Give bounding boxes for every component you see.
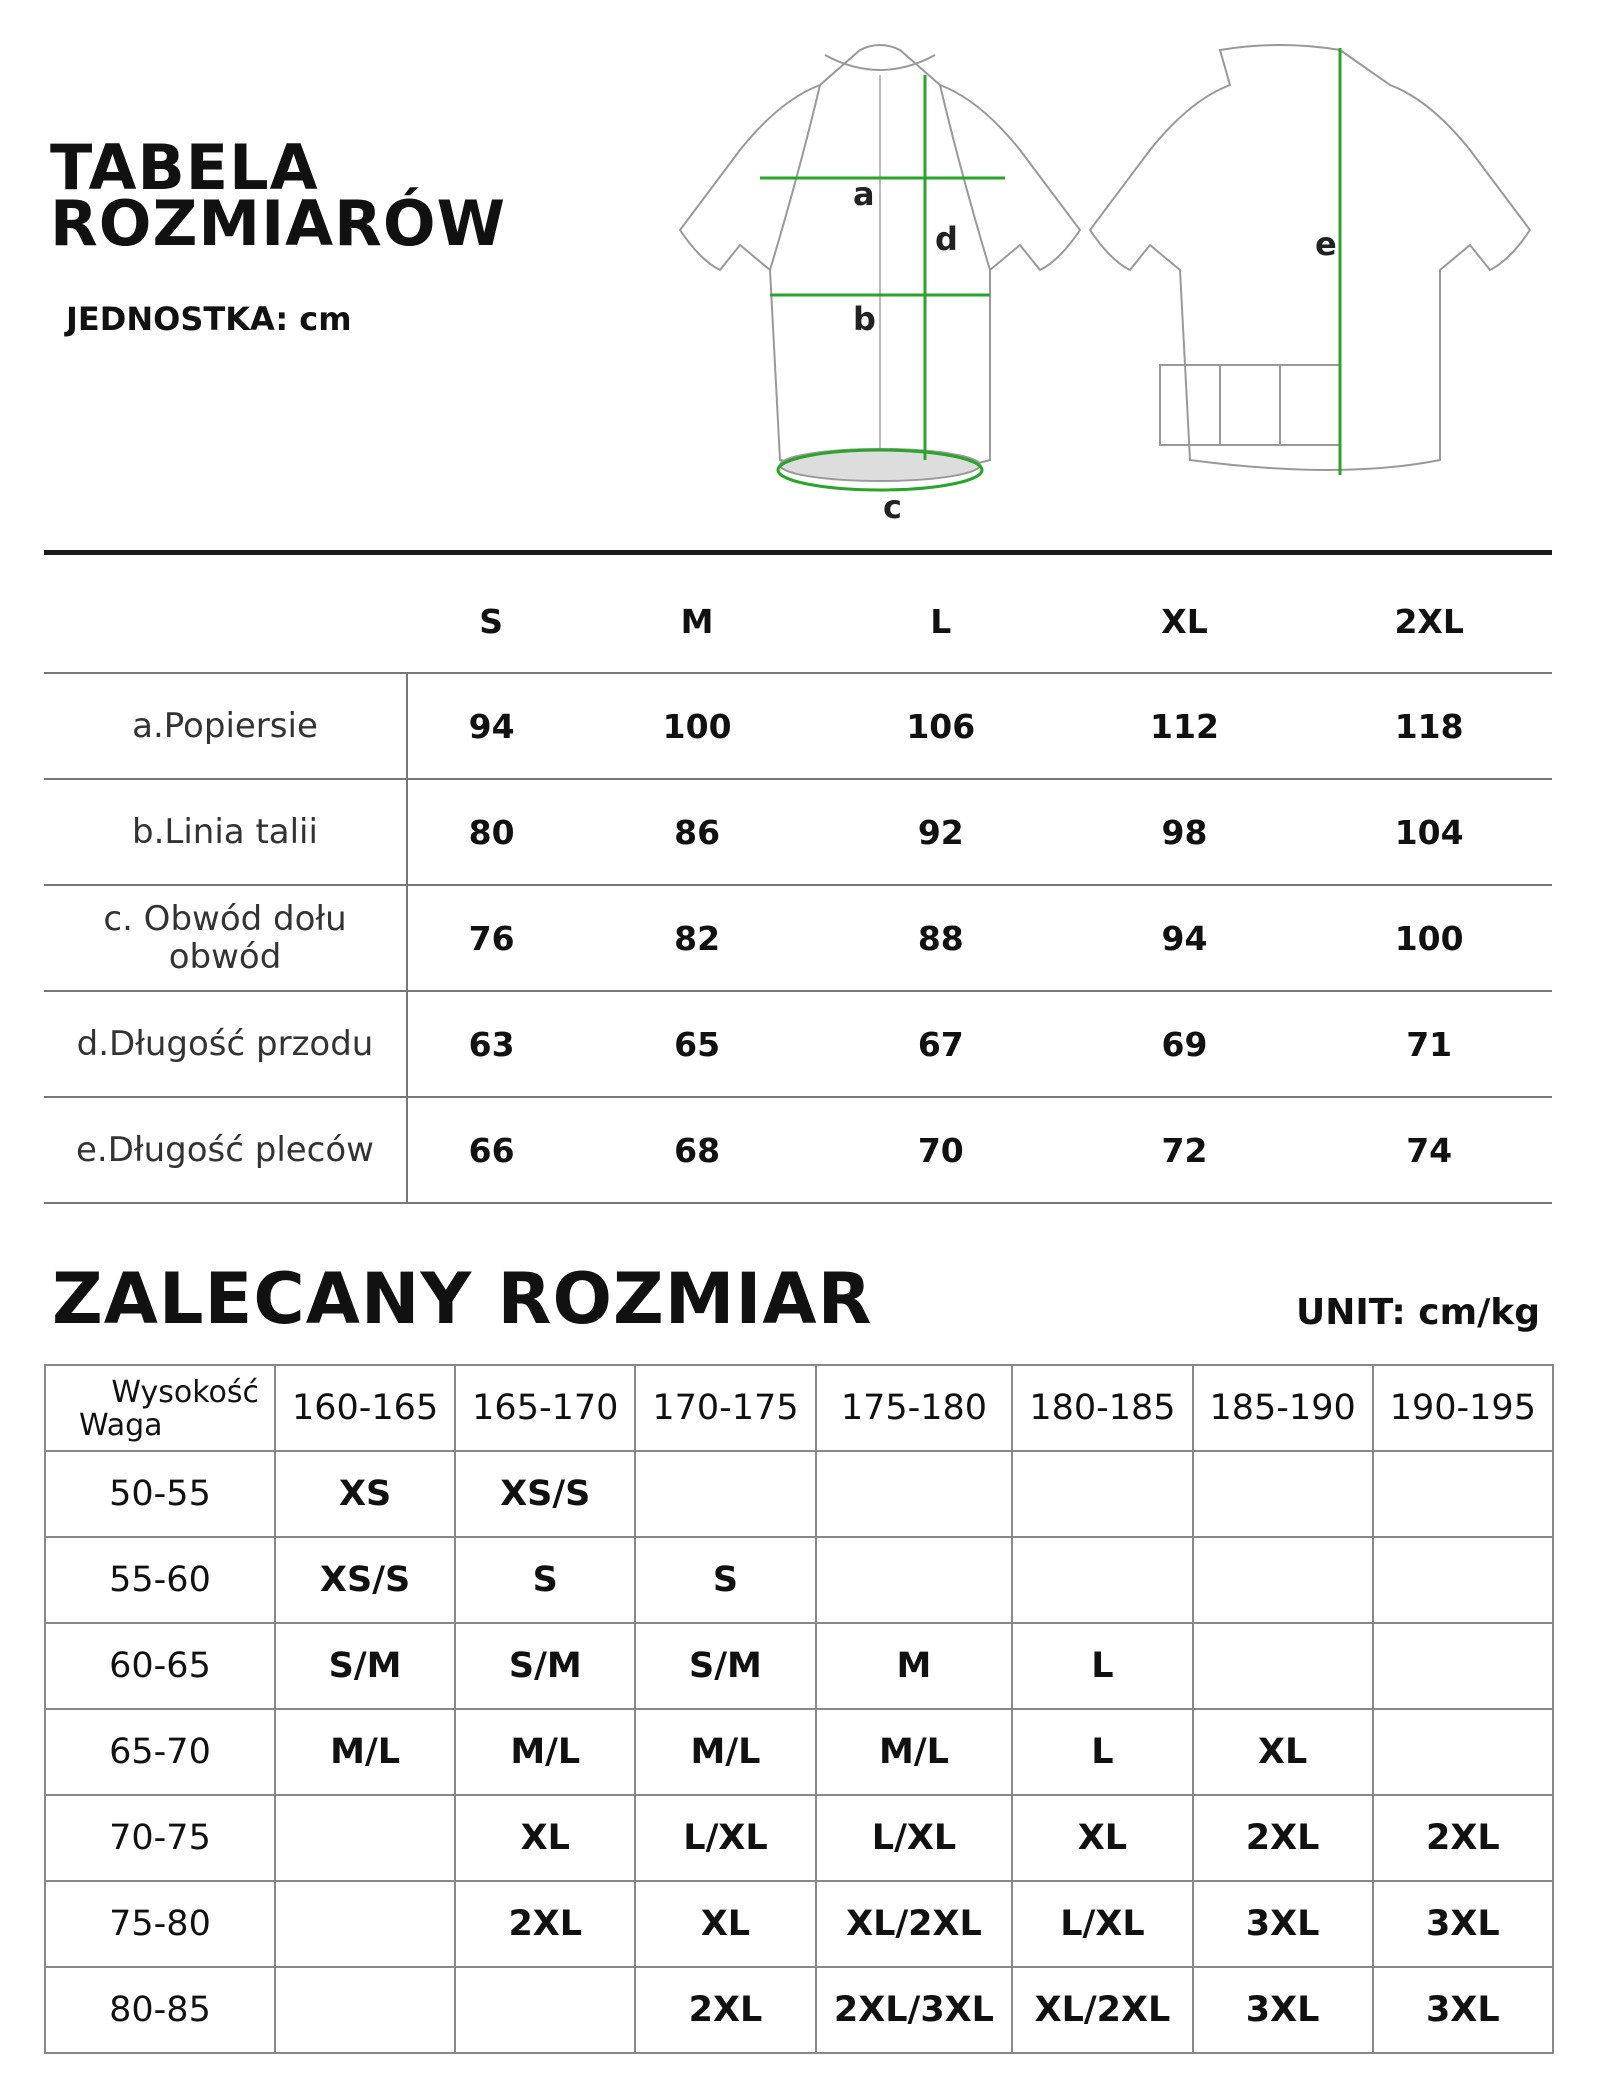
cell-value: 70 (819, 1097, 1063, 1203)
header-empty (44, 570, 407, 673)
table-row (44, 991, 1552, 1097)
size-cell: S/M (275, 1623, 455, 1709)
size-cell: 2XL (455, 1881, 635, 1967)
size-cell: M/L (455, 1709, 635, 1795)
table-row (45, 1795, 1553, 1881)
label-d: d (935, 220, 958, 258)
size-col-xl: XL (1063, 570, 1307, 673)
height-col: 180-185 (1012, 1365, 1192, 1451)
unit-label: JEDNOSTKA: cm (66, 300, 352, 338)
cell-value: 92 (819, 779, 1063, 885)
height-col: 175-180 (816, 1365, 1013, 1451)
size-col-2xl: 2XL (1306, 570, 1552, 673)
cell-value: 118 (1306, 673, 1552, 779)
size-col-s: S (407, 570, 575, 673)
weight-label: 50-55 (45, 1451, 275, 1537)
section-divider (44, 550, 1552, 555)
size-cell: 3XL (1373, 1967, 1553, 2053)
cell-value: 104 (1306, 779, 1552, 885)
size-cell (1193, 1451, 1373, 1537)
size-col-l: L (819, 570, 1063, 673)
size-col-m: M (575, 570, 819, 673)
size-cell (1193, 1623, 1373, 1709)
size-cell (1373, 1709, 1553, 1795)
size-cell: M/L (635, 1709, 815, 1795)
cell-value: 112 (1063, 673, 1307, 779)
weight-label: 60-65 (45, 1623, 275, 1709)
label-b: b (853, 300, 876, 338)
size-cell: XL (1012, 1795, 1192, 1881)
size-header-row (44, 570, 1552, 673)
size-cell: XS/S (275, 1537, 455, 1623)
size-cell: XS/S (455, 1451, 635, 1537)
label-e: e (1315, 225, 1337, 263)
weight-label: 80-85 (45, 1967, 275, 2053)
size-cell: XL/2XL (1012, 1967, 1192, 2053)
row-label: a.Popiersie (44, 673, 407, 779)
table-row (45, 1537, 1553, 1623)
size-cell: 2XL (635, 1967, 815, 2053)
cell-value: 66 (407, 1097, 575, 1203)
cell-value: 86 (575, 779, 819, 885)
cell-value: 94 (1063, 885, 1307, 991)
cell-value: 100 (1306, 885, 1552, 991)
row-label: c. Obwód dołu obwód (44, 885, 407, 991)
corner-cell (45, 1365, 275, 1451)
size-cell: XL (635, 1881, 815, 1967)
cell-value: 80 (407, 779, 575, 885)
size-table (44, 570, 1552, 1204)
size-cell: M (816, 1623, 1013, 1709)
table-row (44, 1097, 1552, 1203)
size-cell: 2XL (1193, 1795, 1373, 1881)
height-col: 190-195 (1373, 1365, 1553, 1451)
cell-value: 88 (819, 885, 1063, 991)
size-cell: L (1012, 1623, 1192, 1709)
size-cell: M/L (816, 1709, 1013, 1795)
size-cell (816, 1451, 1013, 1537)
weight-label: 70-75 (45, 1795, 275, 1881)
height-col: 185-190 (1193, 1365, 1373, 1451)
table-row (45, 1451, 1553, 1537)
size-cell: XS (275, 1451, 455, 1537)
height-col: 160-165 (275, 1365, 455, 1451)
table-row (44, 779, 1552, 885)
corner-height-label: Wysokość (111, 1375, 259, 1410)
size-cell (455, 1967, 635, 2053)
size-cell: 2XL (1373, 1795, 1553, 1881)
weight-label: 65-70 (45, 1709, 275, 1795)
size-cell (1012, 1537, 1192, 1623)
jersey-diagram (660, 30, 1560, 530)
cell-value: 71 (1306, 991, 1552, 1097)
size-cell: 3XL (1193, 1967, 1373, 2053)
table-row (45, 1709, 1553, 1795)
size-cell: XL (455, 1795, 635, 1881)
size-cell (1012, 1451, 1192, 1537)
cell-value: 65 (575, 991, 819, 1097)
corner-weight-label: Waga (79, 1408, 163, 1443)
cell-value: 67 (819, 991, 1063, 1097)
size-cell: 3XL (1373, 1881, 1553, 1967)
title-line-1: TABELA (50, 131, 319, 204)
label-c: c (883, 488, 902, 526)
cell-value: 63 (407, 991, 575, 1097)
size-cell: L/XL (1012, 1881, 1192, 1967)
size-cell (1373, 1537, 1553, 1623)
cell-value: 98 (1063, 779, 1307, 885)
cell-value: 82 (575, 885, 819, 991)
cell-value: 106 (819, 673, 1063, 779)
size-cell: XL (1193, 1709, 1373, 1795)
size-cell (275, 1881, 455, 1967)
cell-value: 69 (1063, 991, 1307, 1097)
weight-label: 75-80 (45, 1881, 275, 1967)
table-row (45, 1623, 1553, 1709)
size-cell (1373, 1623, 1553, 1709)
cell-value: 74 (1306, 1097, 1552, 1203)
back-jersey-outline (1090, 45, 1530, 470)
size-cell: XL/2XL (816, 1881, 1013, 1967)
size-cell (1373, 1451, 1553, 1537)
table-row (45, 1967, 1553, 2053)
recommend-header-row (45, 1365, 1553, 1451)
weight-label: 55-60 (45, 1537, 275, 1623)
size-cell: M/L (275, 1709, 455, 1795)
table-row (44, 673, 1552, 779)
size-cell: S/M (635, 1623, 815, 1709)
size-cell (1193, 1537, 1373, 1623)
recommend-unit: UNIT: cm/kg (1296, 1292, 1540, 1333)
table-row (44, 885, 1552, 991)
recommend-title: ZALECANY ROZMIAR (52, 1258, 873, 1340)
recommend-table (44, 1364, 1554, 2054)
cell-value: 94 (407, 673, 575, 779)
height-col: 170-175 (635, 1365, 815, 1451)
row-label: b.Linia talii (44, 779, 407, 885)
size-cell: L/XL (816, 1795, 1013, 1881)
row-label: d.Długość przodu (44, 991, 407, 1097)
size-cell (635, 1451, 815, 1537)
size-cell: L (1012, 1709, 1192, 1795)
row-label: e.Długość pleców (44, 1097, 407, 1203)
size-cell (816, 1537, 1013, 1623)
size-cell: S (455, 1537, 635, 1623)
cell-value: 72 (1063, 1097, 1307, 1203)
size-cell: 3XL (1193, 1881, 1373, 1967)
cell-value: 68 (575, 1097, 819, 1203)
height-col: 165-170 (455, 1365, 635, 1451)
size-cell (275, 1795, 455, 1881)
size-cell: 2XL/3XL (816, 1967, 1013, 2053)
size-cell: S/M (455, 1623, 635, 1709)
cell-value: 76 (407, 885, 575, 991)
size-cell: L/XL (635, 1795, 815, 1881)
size-cell: S (635, 1537, 815, 1623)
size-cell (275, 1967, 455, 2053)
label-a: a (853, 175, 875, 213)
title-line-2: ROZMIARÓW (50, 187, 506, 260)
table-row (45, 1881, 1553, 1967)
cell-value: 100 (575, 673, 819, 779)
page-title (50, 131, 506, 260)
